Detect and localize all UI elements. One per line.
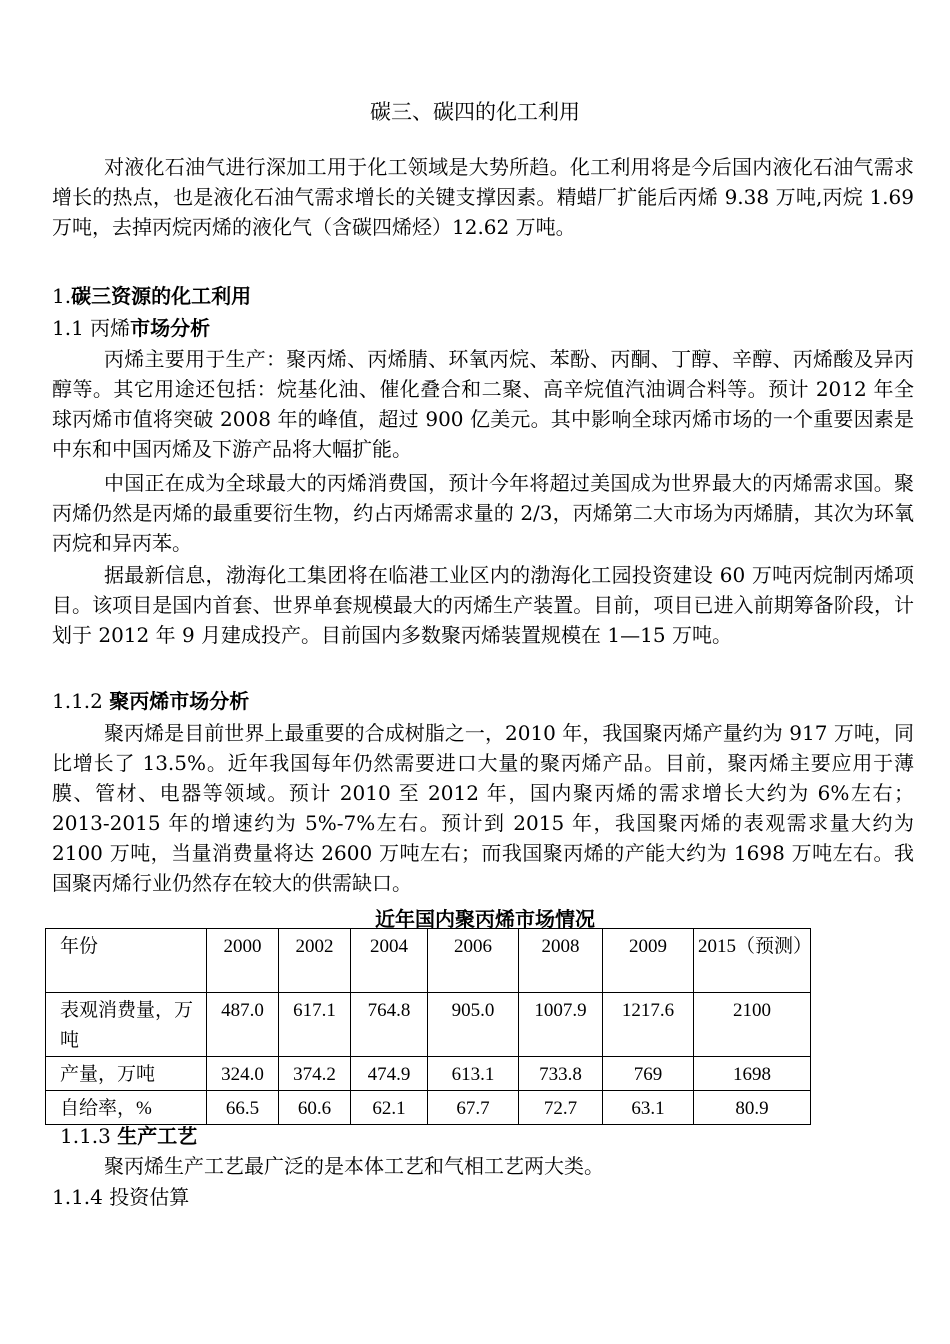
heading-1-1-4-number: 1.1.4 (52, 1185, 110, 1209)
table-header-cell: 2004 (351, 929, 428, 993)
polypropylene-market-paragraph: 聚丙烯是目前世界上最重要的合成树脂之一，2010 年，我国聚丙烯产量约为 917 万吨，同比增长了 13.5%。近年我国每年仍然需要进口大量的聚丙烯产品。目前，聚丙烯主要应用于薄膜、管材、电器等领域。预计 2010 至 2012 年，国内聚丙烯的需求增长大约为 6%左右；2013-2015 年的增速约为 5%-7%左右。预计到 2015 年，我国聚丙烯的表观需求量大约为 2100 万吨，当量消费量将达 2600 万吨左右；而我国聚丙烯的产能大约为 1698 万吨左右。我国聚丙烯行业仍然存在较大的供需缺口。 (52, 721, 914, 895)
table-cell: 表观消费量，万吨 (46, 993, 207, 1057)
table-cell: 764.8 (351, 993, 428, 1057)
table-cell: 474.9 (351, 1057, 428, 1091)
heading-1-1-4 (52, 1182, 189, 1212)
heading-1-1-2-number: 1.1.2 (52, 689, 110, 713)
table-header-cell: 2015（预测） (694, 929, 811, 993)
table-header-row (46, 929, 811, 993)
table-cell: 66.5 (207, 1091, 279, 1125)
table-cell: 1007.9 (519, 993, 603, 1057)
heading-1-1-3-number: 1.1.3 (60, 1124, 118, 1148)
table-row (46, 1057, 811, 1091)
heading-1 (52, 281, 251, 311)
table-header-cell: 2008 (519, 929, 603, 993)
table-cell: 62.1 (351, 1091, 428, 1125)
table-cell: 324.0 (207, 1057, 279, 1091)
table-cell: 769 (603, 1057, 694, 1091)
table-cell: 2100 (694, 993, 811, 1057)
table-cell: 617.1 (279, 993, 351, 1057)
intro-paragraph: 对液化石油气进行深加工用于化工领域是大势所趋。化工利用将是今后国内液化石油气需求增长的热点，也是液化石油气需求增长的关键支撑因素。精蜡厂扩能后丙烯 9.38 万吨,丙烷 1.69 万吨，去掉丙烷丙烯的液化气（含碳四烯烃）12.62 万吨。 (52, 155, 914, 239)
table-cell: 72.7 (519, 1091, 603, 1125)
table-header-cell: 2000 (207, 929, 279, 993)
heading-1-1-number: 1.1 丙烯 (52, 316, 131, 340)
table-caption: 近年国内聚丙烯市场情况 (375, 907, 595, 931)
bohai-project-paragraph: 据最新信息，渤海化工集团将在临港工业区内的渤海化工园投资建设 60 万吨丙烷制丙烯项目。该项目是国内首套、世界单套规模最大的丙烯生产装置。目前，项目已进入前期筹备阶段，计划于 2012 年 9 月建成投产。目前国内多数聚丙烯装置规模在 1—15 万吨。 (52, 563, 914, 647)
table-cell: 613.1 (428, 1057, 519, 1091)
heading-1-1-2-text: 聚丙烯市场分析 (109, 689, 250, 713)
table-row (46, 993, 811, 1057)
table-cell: 自给率，% (46, 1091, 207, 1125)
table-cell: 1217.6 (603, 993, 694, 1057)
heading-1-1-3 (60, 1121, 197, 1151)
heading-1-1-2 (52, 686, 249, 716)
table-row (46, 1091, 811, 1125)
table-cell: 905.0 (428, 993, 519, 1057)
production-process-paragraph: 聚丙烯生产工艺最广泛的是本体工艺和气相工艺两大类。 (104, 1154, 604, 1178)
table-header-cell: 年份 (46, 929, 207, 993)
market-table (45, 928, 811, 1125)
table-header-cell: 2009 (603, 929, 694, 993)
table-cell: 733.8 (519, 1057, 603, 1091)
table-cell: 487.0 (207, 993, 279, 1057)
heading-1-1-4-text: 投资估算 (109, 1185, 190, 1209)
table-cell: 374.2 (279, 1057, 351, 1091)
table-cell: 67.7 (428, 1091, 519, 1125)
china-demand-paragraph: 中国正在成为全球最大的丙烯消费国，预计今年将超过美国成为世界最大的丙烯需求国。聚丙烯仍然是丙烯的最重要衍生物，约占丙烯需求量的 2/3，丙烯第二大市场为丙烯腈，其次为环氧丙烷和异丙苯。 (52, 471, 914, 555)
propylene-uses-paragraph: 丙烯主要用于生产：聚丙烯、丙烯腈、环氧丙烷、苯酚、丙酮、丁醇、辛醇、丙烯酸及异丙醇等。其它用途还包括：烷基化油、催化叠合和二聚、高辛烷值汽油调合料等。预计 2012 年全球丙烯市值将突破 2008 年的峰值，超过 900 亿美元。其中影响全球丙烯市场的一个重要因素是中东和中国丙烯及下游产品将大幅扩能。 (52, 347, 914, 461)
table-cell: 63.1 (603, 1091, 694, 1125)
heading-1-1-3-text: 生产工艺 (117, 1124, 198, 1148)
heading-1-1-text: 市场分析 (130, 316, 211, 340)
table-cell: 产量，万吨 (46, 1057, 207, 1091)
table-header-cell: 2002 (279, 929, 351, 993)
table-cell: 80.9 (694, 1091, 811, 1125)
table-cell: 1698 (694, 1057, 811, 1091)
heading-1-1 (52, 313, 210, 343)
table-header-cell: 2006 (428, 929, 519, 993)
document-title: 碳三、碳四的化工利用 (370, 100, 580, 124)
table-cell: 60.6 (279, 1091, 351, 1125)
heading-1-text: 碳三资源的化工利用 (71, 284, 252, 308)
heading-1-number: 1. (52, 284, 72, 308)
